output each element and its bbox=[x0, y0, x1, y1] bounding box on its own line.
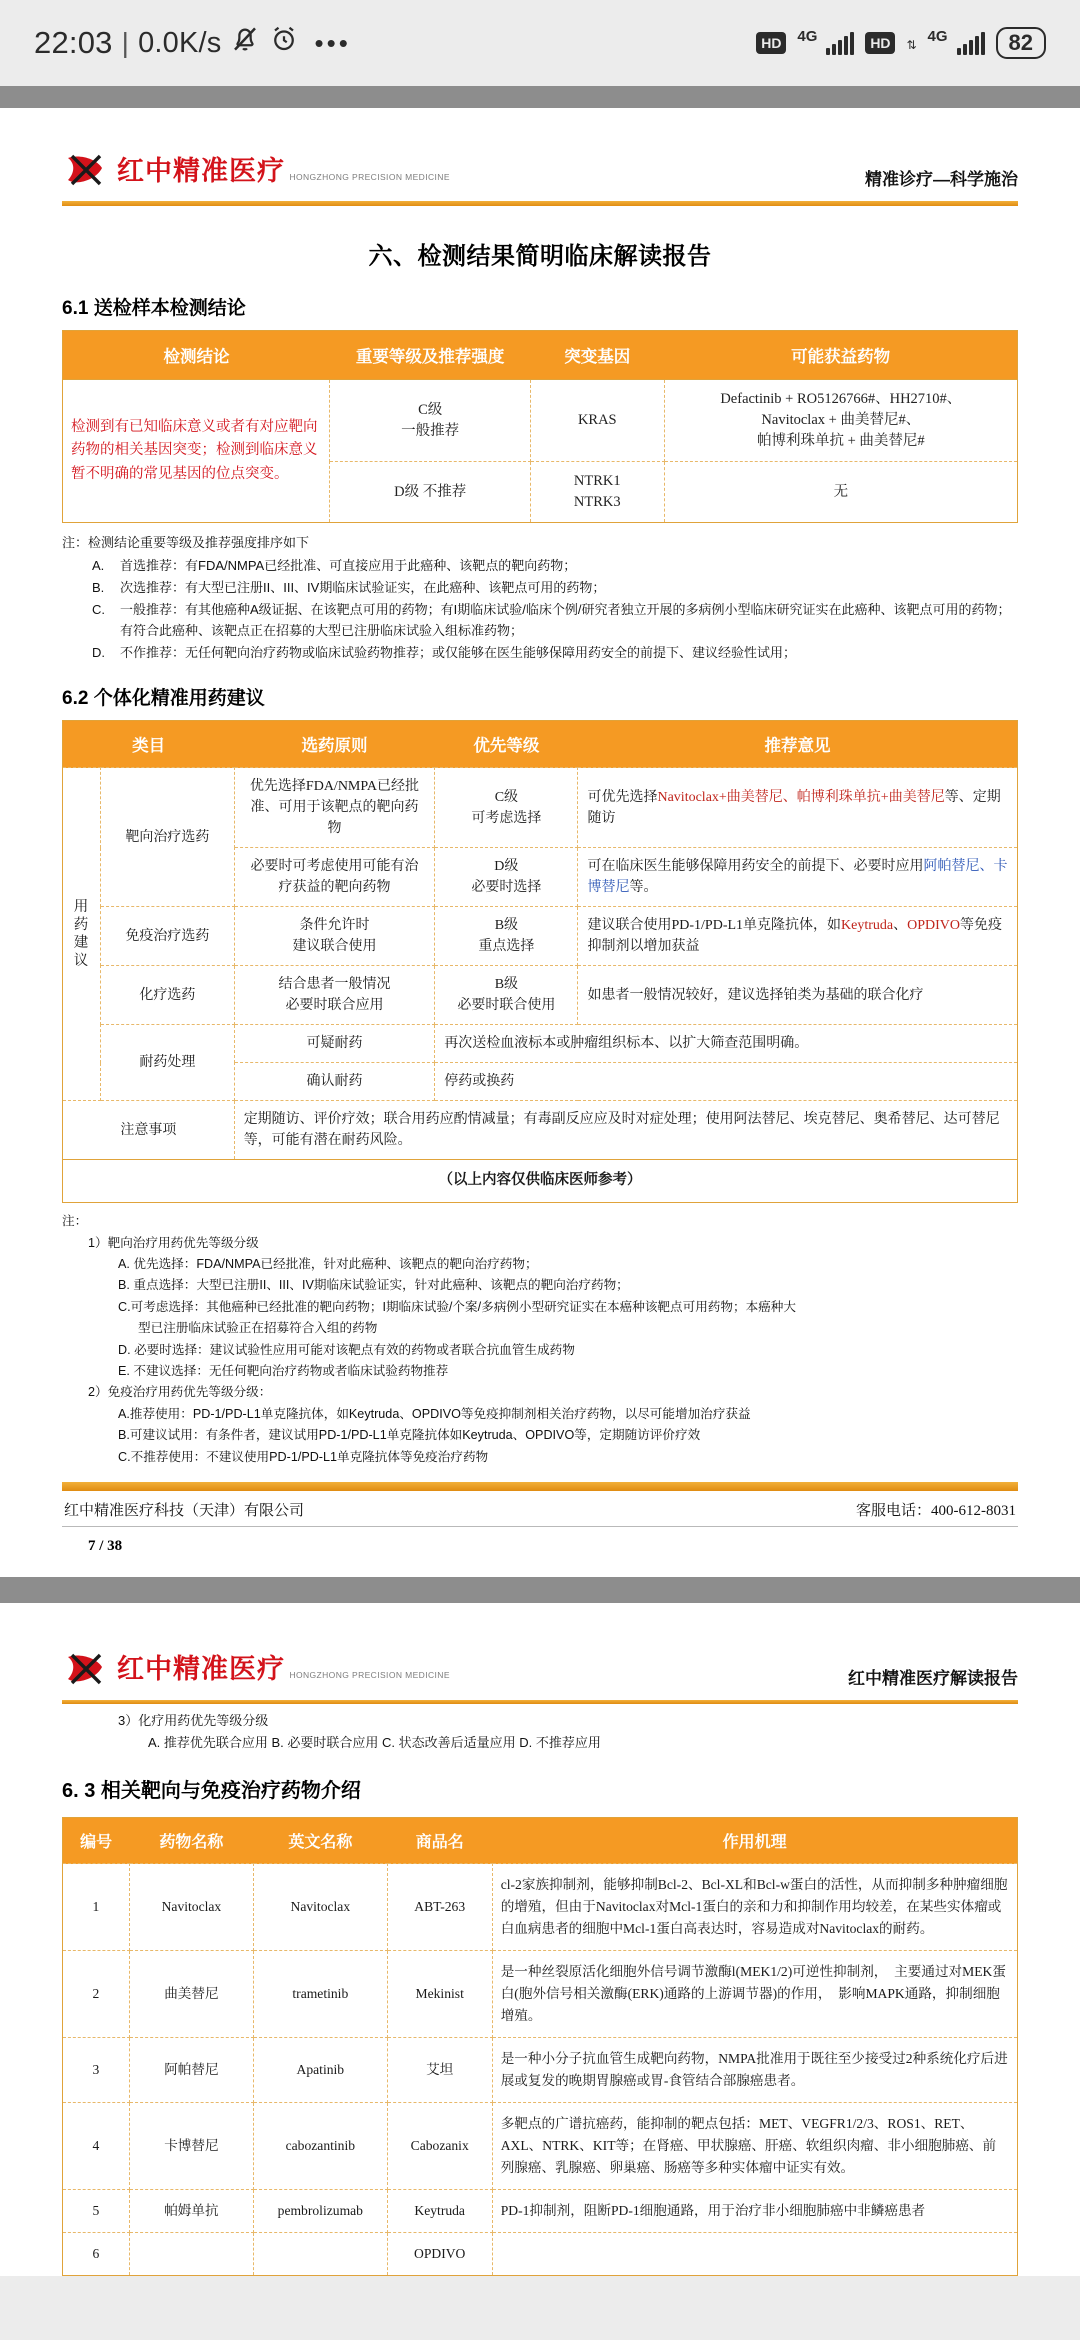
gene-line-1: NTRK1 bbox=[573, 473, 621, 490]
cell-drugs-1 bbox=[664, 380, 1017, 462]
cell-drug-en: cabozantinib bbox=[253, 2103, 387, 2190]
cell-drug-en bbox=[253, 2233, 387, 2276]
network-type-sim2: 4G bbox=[927, 27, 948, 45]
section-heading-6-1: 6.1 送检样本检测结论 bbox=[62, 298, 246, 319]
principle-line-1: 结合患者一般情况 bbox=[278, 977, 391, 993]
network-speed: 0.0K/s bbox=[138, 26, 222, 59]
advice-text-highlight: 阿帕替尼、卡博替尼 bbox=[587, 859, 1008, 896]
table-header-row bbox=[63, 331, 1018, 380]
cell-grade-t2 bbox=[435, 848, 578, 907]
hd-badge-sim1: HD bbox=[756, 32, 786, 54]
table-row bbox=[63, 768, 1018, 848]
overflow-dots-icon: ••• bbox=[314, 27, 351, 58]
cell-brand: ABT-263 bbox=[387, 1864, 492, 1951]
note-item bbox=[62, 642, 1018, 663]
note-item: B.可建议试用：有条件者，建议试用PD-1/PD-L1单克隆抗体如Keytruda、OPDIVO等，定期随访评价疗效 bbox=[118, 1428, 701, 1443]
alarm-clock-icon bbox=[269, 24, 299, 62]
th-priority: 优先等级 bbox=[435, 721, 578, 768]
table-row bbox=[63, 2103, 1018, 2190]
th-category: 类目 bbox=[63, 721, 235, 768]
header-divider bbox=[62, 1700, 1018, 1704]
drug-line-3: 帕博利珠单抗 + 曲美替尼# bbox=[756, 433, 925, 450]
note-item: C.可考虑选择：其他癌种已经批准的靶向药物；I期临床试验/个案/多病例小型研究证实在本癌种该靶点可用药物；本癌种大 bbox=[118, 1299, 796, 1314]
advice-text-highlight: Navitoclax+曲美替尼、帕博利珠单抗+曲美替尼 bbox=[657, 789, 945, 805]
page-footer bbox=[62, 1482, 1018, 1577]
note-value: 一般推荐：有其他癌种A级证据、在该靶点可用的药物；有I期临床试验/临床个例/研究者独立开展的多病例小型临床研究证实在此癌种、该靶点可用的药物；有符合此癌种、该靶点正在招募的大型已注册临床试验入组标准药物； bbox=[120, 602, 1011, 639]
note-item bbox=[62, 555, 1018, 576]
note-item: D. 必要时选择：建议试验性应用可能对该靶点有效的药物或者联合抗血管生成药物 bbox=[118, 1342, 575, 1357]
battery-percent: 82 bbox=[996, 27, 1046, 59]
cell-category-targeted: 靶向治疗选药 bbox=[101, 768, 235, 907]
cell-no: 3 bbox=[63, 2038, 130, 2103]
table1-notes bbox=[62, 532, 1018, 663]
signal-strength-sim1 bbox=[826, 31, 854, 55]
note-item bbox=[62, 599, 1018, 641]
table-row bbox=[63, 2190, 1018, 2233]
th-gene: 突变基因 bbox=[530, 331, 664, 380]
notes-group-1: 1）靶向治疗用药优先等级分级 bbox=[88, 1235, 259, 1250]
advice-text-highlight-2: OPDIVO bbox=[907, 918, 961, 934]
grade-level-1: C级 bbox=[418, 401, 443, 418]
advice-text-post: 等。 bbox=[629, 880, 658, 896]
cell-principle-1: 优先选择FDA/NMPA已经批准、可用于该靶点的靶向药物 bbox=[234, 768, 435, 848]
page-header bbox=[62, 148, 1018, 194]
brand-name-en: HONGZHONG PRECISION MEDICINE bbox=[289, 1670, 450, 1681]
cell-brand: OPDIVO bbox=[387, 2233, 492, 2276]
cell-mechanism: 是一种小分子抗血管生成靶向药物，NMPA批准用于既往至少接受过2种系统化疗后进展或复发的晚期胃腺癌或胃-食管结合部腺癌患者。 bbox=[492, 2038, 1017, 2103]
cell-drugs-2: 无 bbox=[664, 462, 1017, 523]
principle-line-2: 必要时联合应用 bbox=[285, 998, 384, 1014]
table-row bbox=[63, 907, 1018, 966]
footer-phone: 客服电话：400-612-8031 bbox=[856, 1502, 1016, 1519]
cell-category-chemo: 化疗选药 bbox=[101, 966, 235, 1025]
table-footer-row bbox=[63, 1160, 1018, 1203]
table2-notes bbox=[62, 1211, 1018, 1468]
cell-no: 5 bbox=[63, 2190, 130, 2233]
status-bar-right bbox=[756, 27, 1046, 59]
cell-mechanism: 是一种丝裂原活化细胞外信号调节激酶l(MEK1/2)可逆性抑制剂， 主要通过对MEK蛋白(胞外信号相关激酶(ERK)通路的上游调节器)的作用， 影响MAPK通路，抑制细胞增殖。 bbox=[492, 1951, 1017, 2038]
chemo-grading-notes bbox=[62, 1710, 1018, 1754]
table-footnote: （以上内容仅供临床医师参考） bbox=[63, 1160, 1018, 1203]
grade-c: C级 bbox=[494, 789, 519, 805]
network-type-sim1: 4G bbox=[797, 27, 818, 45]
cell-mechanism: cl-2家族抑制剂，能够抑制Bcl-2、Bcl-XL和Bcl-w蛋白的活性，从而抑制多种肿瘤细胞的增殖，但由于Navitoclax对Mcl-1蛋白的亲和力和抑制作用均较差，在某些实体瘤或白血病患者的细胞中Mcl-1蛋白高表达时，容易造成对Navitoclax的耐药。 bbox=[492, 1864, 1017, 1951]
drug-line-1: Defactinib + RO5126766#、HH2710#、 bbox=[720, 391, 962, 407]
page-title: 六、检测结果简明临床解读报告 bbox=[368, 243, 712, 270]
cell-drug-cn: 帕姆单抗 bbox=[129, 2190, 253, 2233]
cell-advice-3 bbox=[578, 907, 1018, 966]
advice-text-highlight: Keytruda bbox=[841, 918, 894, 934]
header-divider bbox=[62, 201, 1018, 206]
document-page-8 bbox=[0, 1603, 1080, 2276]
note-item: A. 优先选择：FDA/NMPA已经批准，针对此癌种、该靶点的靶向治疗药物； bbox=[118, 1256, 538, 1271]
cell-no: 1 bbox=[63, 1864, 130, 1951]
table-header-row bbox=[63, 721, 1018, 768]
note-value: 次选推荐：有大型已注册II、III、IV期临床试验证实，在此癌种、该靶点可用的药物； bbox=[120, 580, 606, 596]
document-page-7 bbox=[0, 108, 1080, 1577]
cell-drug-en: Apatinib bbox=[253, 2038, 387, 2103]
grade-b2-desc: 必要时联合使用 bbox=[457, 998, 556, 1014]
th-grade: 重要等级及推荐强度 bbox=[330, 331, 531, 380]
cell-grade-t3 bbox=[435, 907, 578, 966]
document-viewer[interactable] bbox=[0, 86, 1080, 2276]
section-heading-6-3: 6. 3 相关靶向与免疫治疗药物介绍 bbox=[62, 1780, 361, 1803]
cell-principle-3 bbox=[234, 907, 435, 966]
notes-lead: 注：检测结论重要等级及推荐强度排序如下 bbox=[62, 535, 310, 551]
hd-badge-sim2: HD bbox=[865, 32, 895, 54]
cell-grade-t4 bbox=[435, 966, 578, 1025]
cell-grade-2: D级 不推荐 bbox=[330, 462, 531, 523]
brand-logo-text bbox=[117, 1654, 450, 1686]
footer-row bbox=[62, 1491, 1018, 1527]
cell-grade-t1 bbox=[435, 768, 578, 848]
footer-company: 红中精准医疗科技（天津）有限公司 bbox=[64, 1502, 305, 1519]
principle-line-1: 条件允许时 bbox=[299, 918, 370, 934]
note-key: A. bbox=[92, 558, 105, 574]
note-key: D. bbox=[92, 645, 105, 661]
bell-slash-icon bbox=[230, 24, 260, 62]
cell-resistance-advice-1: 再次送检血液标本或肿瘤组织标本、以扩大筛查范围明确。 bbox=[435, 1025, 1018, 1063]
cell-advice-4: 如患者一般情况较好，建议选择铂类为基础的联合化疗 bbox=[578, 966, 1018, 1025]
cell-vertical-label bbox=[63, 768, 101, 1101]
th-mechanism: 作用机理 bbox=[492, 1818, 1017, 1864]
cell-drug-en: trametinib bbox=[253, 1951, 387, 2038]
notes-group-3: 3）化疗用药优先等级分级 bbox=[118, 1712, 269, 1728]
grade-b-desc: 重点选择 bbox=[478, 939, 535, 955]
table-row bbox=[63, 2233, 1018, 2276]
cell-advice-2 bbox=[578, 848, 1018, 907]
gene-line-2: NTRK3 bbox=[573, 494, 621, 511]
medication-advice-table bbox=[62, 720, 1018, 1203]
hongzhong-logo-icon bbox=[62, 1647, 108, 1693]
note-item: A. 推荐优先联合应用 B. 必要时联合应用 C. 状态改善后适量应用 D. 不推荐应用 bbox=[148, 1735, 601, 1751]
cell-resistance-principle-1: 可疑耐药 bbox=[234, 1025, 435, 1063]
drug-introduction-table bbox=[62, 1817, 1018, 2276]
section-heading-6-2: 6.2 个体化精准用药建议 bbox=[62, 688, 265, 710]
note-key: B. bbox=[92, 580, 105, 596]
signal-strength-sim2 bbox=[957, 31, 985, 55]
cell-principle-2: 必要时可考虑使用可能有治疗获益的靶向药物 bbox=[234, 848, 435, 907]
note-value: 首选推荐：有FDA/NMPA已经批准、可直接应用于此癌种、该靶点的靶向药物； bbox=[120, 558, 577, 574]
th-advice: 推荐意见 bbox=[578, 721, 1018, 768]
cell-category-immune: 免疫治疗选药 bbox=[101, 907, 235, 966]
cell-principle-4 bbox=[234, 966, 435, 1025]
cell-resistance-principle-2: 确认耐药 bbox=[234, 1063, 435, 1101]
cell-grade-1 bbox=[330, 380, 531, 462]
th-drugs: 可能获益药物 bbox=[664, 331, 1017, 380]
brand-name-cn: 红中精准医疗 bbox=[117, 155, 285, 187]
grade-strength-1: 一般推荐 bbox=[401, 422, 460, 439]
grade-b2: B级 bbox=[494, 977, 519, 993]
cell-gene-1: KRAS bbox=[530, 380, 664, 462]
status-bar bbox=[0, 0, 1080, 86]
brand-logo bbox=[62, 148, 450, 194]
notes-group-2: 2）免疫治疗用药优先等级分级： bbox=[88, 1385, 272, 1400]
drug-line-2: Navitoclax + 曲美替尼#、 bbox=[761, 412, 921, 429]
cell-caution-text: 定期随访、评价疗效；联合用药应酌情减量；有毒副反应应及时对症处理；使用阿法替尼、埃克替尼、奥希替尼、达可替尼等，可能有潜在耐药风险。 bbox=[234, 1101, 1017, 1160]
table-row bbox=[63, 1101, 1018, 1160]
grade-d-desc: 必要时选择 bbox=[471, 880, 542, 896]
table-row bbox=[63, 966, 1018, 1025]
page-number: 7 / 38 bbox=[88, 1537, 123, 1554]
cell-caution-label: 注意事项 bbox=[63, 1101, 235, 1160]
note-value: 不作推荐：无任何靶向治疗药物或临床试验药物推荐；或仅能够在医生能够保障用药安全的前提下、建议经验性试用； bbox=[120, 645, 797, 661]
table-header-row bbox=[63, 1818, 1018, 1864]
header-report-name: 红中精准医疗解读报告 bbox=[848, 1668, 1018, 1688]
note-item: B. 重点选择：大型已注册II、III、IV期临床试验证实，针对此癌种、该靶点的靶向治疗药物； bbox=[118, 1278, 629, 1293]
status-separator: | bbox=[121, 27, 130, 58]
cell-resistance-advice-2: 停药或换药 bbox=[435, 1063, 1018, 1101]
page-header bbox=[62, 1647, 1018, 1693]
data-transfer-icon: ⇅ bbox=[906, 38, 917, 52]
table-row bbox=[63, 1864, 1018, 1951]
hongzhong-logo-icon bbox=[62, 148, 108, 194]
note-item: A.推荐使用：PD-1/PD-L1单克隆抗体，如Keytruda、OPDIVO等免疫抑制剂相关治疗药物，以尽可能增加治疗获益 bbox=[118, 1406, 751, 1421]
notes-label: 注： bbox=[62, 1214, 88, 1229]
cell-drug-cn: 卡博替尼 bbox=[129, 2103, 253, 2190]
footer-divider bbox=[62, 1482, 1018, 1491]
cell-mechanism: PD-1抑制剂，阻断PD-1细胞通路，用于治疗非小细胞肺癌中非鳞癌患者 bbox=[492, 2190, 1017, 2233]
th-principle: 选药原则 bbox=[234, 721, 435, 768]
th-brand: 商品名 bbox=[387, 1818, 492, 1864]
advice-text-pre: 可优先选择 bbox=[587, 789, 658, 805]
header-slogan: 精准诊疗—科学施治 bbox=[865, 170, 1018, 189]
cell-conclusion-text: 检测到有已知临床意义或者有对应靶向药物的相关基因突变；检测到临床意义暂不明确的常见基因的位点突变。 bbox=[63, 380, 330, 523]
th-drug-cn: 药物名称 bbox=[129, 1818, 253, 1864]
cell-drug-cn: Navitoclax bbox=[129, 1864, 253, 1951]
page-gap bbox=[0, 86, 1080, 108]
cell-no: 4 bbox=[63, 2103, 130, 2190]
brand-logo-text bbox=[117, 155, 450, 187]
cell-drug-en: pembrolizumab bbox=[253, 2190, 387, 2233]
cell-gene-2 bbox=[530, 462, 664, 523]
cell-no: 6 bbox=[63, 2233, 130, 2276]
brand-name-cn: 红中精准医疗 bbox=[117, 1654, 285, 1686]
page-gap bbox=[0, 1577, 1080, 1603]
cell-category-resistance: 耐药处理 bbox=[101, 1025, 235, 1101]
cell-mechanism: 多靶点的广谱抗癌药，能抑制的靶点包括：MET、VEGFR1/2/3、ROS1、RET、AXL、NTRK、KIT等；在肾癌、甲状腺癌、肝癌、软组织肉瘤、非小细胞肺癌、前列腺癌、乳腺癌、卵巢癌、肠癌等多种实体瘤中证实有效。 bbox=[492, 2103, 1017, 2190]
th-drug-en: 英文名称 bbox=[253, 1818, 387, 1864]
advice-text-pre: 建议联合使用PD-1/PD-L1单克隆抗体，如 bbox=[587, 918, 842, 934]
clock-time: 22:03 bbox=[34, 25, 113, 60]
note-item bbox=[62, 577, 1018, 598]
table-row bbox=[63, 1951, 1018, 2038]
note-item-cont: 型已注册临床试验正在招募符合入组的药物 bbox=[138, 1321, 378, 1336]
cell-drug-cn bbox=[129, 2233, 253, 2276]
status-bar-left bbox=[34, 24, 351, 62]
note-item: E. 不建议选择：无任何靶向治疗药物或者临床试验药物推荐 bbox=[118, 1363, 449, 1378]
cell-no: 2 bbox=[63, 1951, 130, 2038]
table-row bbox=[63, 2038, 1018, 2103]
vertical-label-text: 用 药 建 议 bbox=[73, 899, 90, 970]
grade-d: D级 bbox=[494, 859, 519, 875]
detection-conclusion-table bbox=[62, 330, 1018, 523]
cell-brand: 艾坦 bbox=[387, 2038, 492, 2103]
cell-brand: Mekinist bbox=[387, 1951, 492, 2038]
th-conclusion: 检测结论 bbox=[63, 331, 330, 380]
note-key: C. bbox=[92, 602, 105, 618]
note-item: C.不推荐使用：不建议使用PD-1/PD-L1单克隆抗体等免疫治疗药物 bbox=[118, 1449, 489, 1464]
cell-drug-cn: 曲美替尼 bbox=[129, 1951, 253, 2038]
cell-brand: Keytruda bbox=[387, 2190, 492, 2233]
grade-b: B级 bbox=[494, 918, 519, 934]
cell-drug-cn: 阿帕替尼 bbox=[129, 2038, 253, 2103]
cell-drug-en: Navitoclax bbox=[253, 1864, 387, 1951]
advice-text-post: 等免疫抑制剂以增加获益 bbox=[587, 918, 1003, 955]
principle-line-2: 建议联合使用 bbox=[292, 939, 377, 955]
th-no: 编号 bbox=[63, 1818, 130, 1864]
grade-c-desc: 可考虑选择 bbox=[471, 810, 542, 826]
advice-text-pre: 可在临床医生能够保障用药安全的前提下、必要时应用 bbox=[587, 859, 924, 875]
cell-brand: Cabozanix bbox=[387, 2103, 492, 2190]
cell-mechanism bbox=[492, 2233, 1017, 2276]
advice-text-post: 等、定期随访 bbox=[587, 789, 1001, 826]
table-row bbox=[63, 380, 1018, 462]
brand-name-en: HONGZHONG PRECISION MEDICINE bbox=[289, 171, 450, 182]
brand-logo bbox=[62, 1647, 450, 1693]
advice-text-mid: 、 bbox=[893, 918, 908, 934]
table-row bbox=[63, 1025, 1018, 1063]
cell-advice-1 bbox=[578, 768, 1018, 848]
